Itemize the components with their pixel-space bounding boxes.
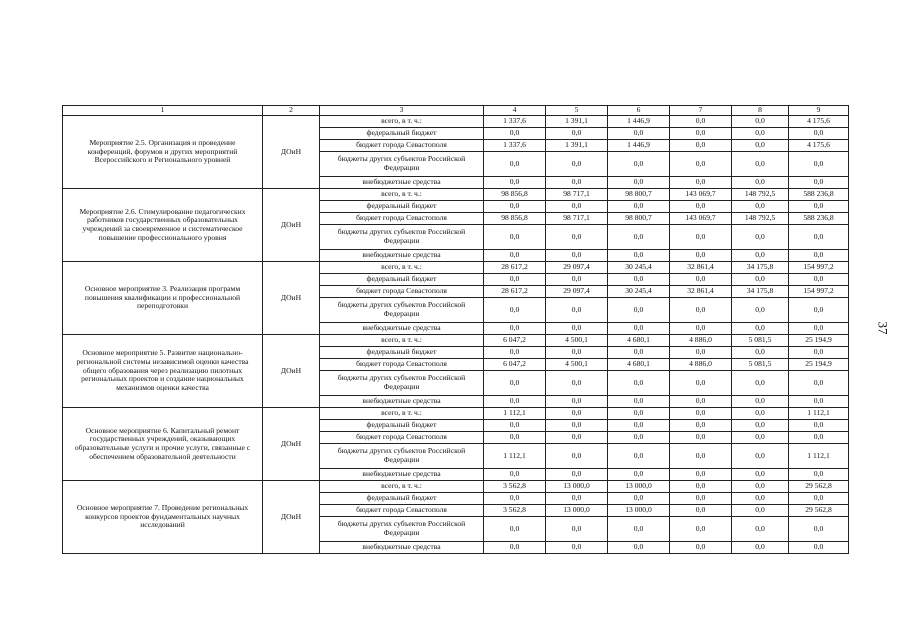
amount-cell: 0,0 — [789, 274, 849, 286]
amount-cell: 0,0 — [608, 298, 670, 323]
amount-cell: 0,0 — [789, 152, 849, 177]
amount-cell: 0,0 — [484, 250, 546, 262]
executor: ДОиН — [263, 481, 320, 554]
amount-cell: 0,0 — [546, 408, 608, 420]
amount-cell: 0,0 — [484, 396, 546, 408]
amount-cell: 0,0 — [732, 396, 789, 408]
amount-cell: 34 175,8 — [732, 262, 789, 274]
amount-cell: 0,0 — [546, 542, 608, 554]
funding-source: федеральный бюджет — [320, 128, 484, 140]
amount-cell: 0,0 — [484, 177, 546, 189]
amount-cell: 0,0 — [670, 505, 732, 517]
amount-cell: 4 500,1 — [546, 335, 608, 347]
table-row — [63, 408, 849, 420]
amount-cell: 0,0 — [670, 116, 732, 128]
amount-cell: 98 717,1 — [546, 189, 608, 201]
amount-cell: 0,0 — [608, 152, 670, 177]
amount-cell: 0,0 — [732, 201, 789, 213]
amount-cell: 0,0 — [732, 347, 789, 359]
amount-cell: 98 856,8 — [484, 213, 546, 225]
funding-source: бюджеты других субъектов Российской Федерации — [320, 298, 484, 323]
amount-cell: 588 236,8 — [789, 189, 849, 201]
funding-source: внебюджетные средства — [320, 396, 484, 408]
executor: ДОиН — [263, 189, 320, 262]
amount-cell: 0,0 — [732, 152, 789, 177]
column-number-8: 8 — [732, 106, 789, 116]
amount-cell: 32 861,4 — [670, 286, 732, 298]
funding-source: федеральный бюджет — [320, 493, 484, 505]
amount-cell: 0,0 — [670, 225, 732, 250]
funding-source: бюджеты других субъектов Российской Федерации — [320, 444, 484, 469]
amount-cell: 0,0 — [608, 408, 670, 420]
amount-cell: 0,0 — [546, 274, 608, 286]
funding-source: всего, в т. ч.: — [320, 189, 484, 201]
amount-cell: 30 245,4 — [608, 262, 670, 274]
amount-cell: 0,0 — [608, 347, 670, 359]
activity-name: Основное мероприятие 7. Проведение региональных конкурсов проектов фундаментальных научных исследований — [63, 481, 263, 554]
amount-cell: 29 097,4 — [546, 262, 608, 274]
amount-cell: 0,0 — [546, 432, 608, 444]
activity-name: Основное мероприятие 5. Развитие национально-региональной системы независимой оценки качества общего образования через реализацию пилотных региональных проектов и создание национальных механизмов оценки качества — [63, 335, 263, 408]
amount-cell: 0,0 — [608, 250, 670, 262]
amount-cell: 0,0 — [670, 152, 732, 177]
amount-cell: 0,0 — [670, 140, 732, 152]
amount-cell: 0,0 — [484, 274, 546, 286]
amount-cell: 0,0 — [732, 177, 789, 189]
amount-cell: 0,0 — [484, 469, 546, 481]
amount-cell: 0,0 — [789, 542, 849, 554]
column-number-row — [63, 106, 849, 116]
amount-cell: 0,0 — [789, 432, 849, 444]
amount-cell: 0,0 — [732, 444, 789, 469]
amount-cell: 25 194,9 — [789, 335, 849, 347]
table-row — [63, 189, 849, 201]
funding-source: всего, в т. ч.: — [320, 408, 484, 420]
amount-cell: 0,0 — [608, 420, 670, 432]
amount-cell: 0,0 — [670, 298, 732, 323]
amount-cell: 0,0 — [484, 323, 546, 335]
amount-cell: 4 886,0 — [670, 359, 732, 371]
funding-source: бюджет города Севастополя — [320, 505, 484, 517]
column-number-1: 1 — [63, 106, 263, 116]
amount-cell: 0,0 — [608, 396, 670, 408]
amount-cell: 0,0 — [732, 323, 789, 335]
amount-cell: 148 792,5 — [732, 189, 789, 201]
amount-cell: 0,0 — [670, 274, 732, 286]
amount-cell: 0,0 — [789, 177, 849, 189]
amount-cell: 0,0 — [608, 542, 670, 554]
amount-cell: 143 069,7 — [670, 189, 732, 201]
amount-cell: 1 391,1 — [546, 116, 608, 128]
activity-name: Мероприятие 2.6. Стимулирование педагогических работников государственных образовательных учреждений за своевременное и систематическое повышение профессионального уровня — [63, 189, 263, 262]
amount-cell: 0,0 — [789, 493, 849, 505]
activity-name: Мероприятие 2.5. Организация и проведение конференций, форумов и других мероприятий Всероссийского и Регионального уровней — [63, 116, 263, 189]
amount-cell: 0,0 — [789, 396, 849, 408]
funding-source: всего, в т. ч.: — [320, 335, 484, 347]
amount-cell: 0,0 — [484, 347, 546, 359]
amount-cell: 32 861,4 — [670, 262, 732, 274]
amount-cell: 0,0 — [732, 542, 789, 554]
amount-cell: 0,0 — [546, 469, 608, 481]
amount-cell: 29 097,4 — [546, 286, 608, 298]
amount-cell: 1 391,1 — [546, 140, 608, 152]
column-number-3: 3 — [320, 106, 484, 116]
amount-cell: 0,0 — [546, 396, 608, 408]
amount-cell: 3 562,8 — [484, 505, 546, 517]
amount-cell: 1 446,9 — [608, 116, 670, 128]
funding-source: федеральный бюджет — [320, 347, 484, 359]
amount-cell: 0,0 — [732, 225, 789, 250]
amount-cell: 6 047,2 — [484, 359, 546, 371]
amount-cell: 0,0 — [732, 250, 789, 262]
amount-cell: 13 000,0 — [608, 481, 670, 493]
amount-cell: 0,0 — [484, 432, 546, 444]
amount-cell: 0,0 — [732, 469, 789, 481]
amount-cell: 13 000,0 — [546, 505, 608, 517]
amount-cell: 3 562,8 — [484, 481, 546, 493]
amount-cell: 5 081,5 — [732, 335, 789, 347]
amount-cell: 0,0 — [789, 298, 849, 323]
amount-cell: 1 112,1 — [789, 444, 849, 469]
amount-cell: 5 081,5 — [732, 359, 789, 371]
amount-cell: 0,0 — [732, 274, 789, 286]
column-number-4: 4 — [484, 106, 546, 116]
amount-cell: 0,0 — [732, 481, 789, 493]
amount-cell: 0,0 — [789, 517, 849, 542]
amount-cell: 0,0 — [608, 517, 670, 542]
amount-cell: 0,0 — [484, 201, 546, 213]
amount-cell: 0,0 — [546, 201, 608, 213]
amount-cell: 0,0 — [546, 444, 608, 469]
amount-cell: 25 194,9 — [789, 359, 849, 371]
amount-cell: 0,0 — [732, 505, 789, 517]
amount-cell: 0,0 — [484, 542, 546, 554]
amount-cell: 30 245,4 — [608, 286, 670, 298]
amount-cell: 98 800,7 — [608, 189, 670, 201]
amount-cell: 0,0 — [732, 517, 789, 542]
executor: ДОиН — [263, 335, 320, 408]
amount-cell: 0,0 — [670, 444, 732, 469]
amount-cell: 143 069,7 — [670, 213, 732, 225]
amount-cell: 0,0 — [546, 347, 608, 359]
amount-cell: 0,0 — [608, 225, 670, 250]
funding-source: внебюджетные средства — [320, 469, 484, 481]
amount-cell: 0,0 — [608, 274, 670, 286]
funding-source: бюджет города Севастополя — [320, 359, 484, 371]
amount-cell: 0,0 — [670, 250, 732, 262]
amount-cell: 154 997,2 — [789, 286, 849, 298]
amount-cell: 0,0 — [670, 396, 732, 408]
amount-cell: 4 175,6 — [789, 116, 849, 128]
amount-cell: 0,0 — [546, 152, 608, 177]
column-number-2: 2 — [263, 106, 320, 116]
funding-source: бюджеты других субъектов Российской Федерации — [320, 152, 484, 177]
amount-cell: 0,0 — [670, 347, 732, 359]
amount-cell: 29 562,8 — [789, 505, 849, 517]
amount-cell: 1 112,1 — [484, 408, 546, 420]
amount-cell: 0,0 — [484, 298, 546, 323]
amount-cell: 0,0 — [732, 408, 789, 420]
funding-source: бюджеты других субъектов Российской Федерации — [320, 517, 484, 542]
funding-source: бюджет города Севастополя — [320, 140, 484, 152]
amount-cell: 0,0 — [608, 371, 670, 396]
amount-cell: 0,0 — [732, 420, 789, 432]
amount-cell: 0,0 — [670, 408, 732, 420]
amount-cell: 0,0 — [789, 225, 849, 250]
executor: ДОиН — [263, 116, 320, 189]
amount-cell: 0,0 — [789, 250, 849, 262]
amount-cell: 34 175,8 — [732, 286, 789, 298]
amount-cell: 0,0 — [670, 128, 732, 140]
amount-cell: 4 175,6 — [789, 140, 849, 152]
amount-cell: 0,0 — [546, 323, 608, 335]
amount-cell: 0,0 — [732, 298, 789, 323]
amount-cell: 588 236,8 — [789, 213, 849, 225]
amount-cell: 4 500,1 — [546, 359, 608, 371]
amount-cell: 0,0 — [484, 493, 546, 505]
funding-source: всего, в т. ч.: — [320, 481, 484, 493]
amount-cell: 0,0 — [789, 323, 849, 335]
amount-cell: 0,0 — [484, 152, 546, 177]
amount-cell: 0,0 — [789, 201, 849, 213]
amount-cell: 1 112,1 — [484, 444, 546, 469]
amount-cell: 0,0 — [732, 116, 789, 128]
funding-source: всего, в т. ч.: — [320, 116, 484, 128]
amount-cell: 0,0 — [546, 420, 608, 432]
amount-cell: 0,0 — [484, 420, 546, 432]
amount-cell: 98 717,1 — [546, 213, 608, 225]
amount-cell: 1 112,1 — [789, 408, 849, 420]
table-row — [63, 262, 849, 274]
amount-cell: 0,0 — [789, 128, 849, 140]
amount-cell: 0,0 — [670, 493, 732, 505]
amount-cell: 154 997,2 — [789, 262, 849, 274]
amount-cell: 4 680,1 — [608, 335, 670, 347]
activity-name: Основное мероприятие 3. Реализация программ повышения квалификации и профессиональной переподготовки — [63, 262, 263, 335]
amount-cell: 0,0 — [670, 481, 732, 493]
amount-cell: 0,0 — [670, 420, 732, 432]
funding-source: всего, в т. ч.: — [320, 262, 484, 274]
amount-cell: 0,0 — [789, 420, 849, 432]
amount-cell: 29 562,8 — [789, 481, 849, 493]
amount-cell: 0,0 — [484, 128, 546, 140]
table-row — [63, 335, 849, 347]
amount-cell: 98 800,7 — [608, 213, 670, 225]
amount-cell: 0,0 — [732, 493, 789, 505]
amount-cell: 0,0 — [732, 371, 789, 396]
funding-source: федеральный бюджет — [320, 274, 484, 286]
amount-cell: 0,0 — [608, 177, 670, 189]
funding-source: внебюджетные средства — [320, 177, 484, 189]
amount-cell: 0,0 — [670, 371, 732, 396]
funding-source: бюджеты других субъектов Российской Федерации — [320, 371, 484, 396]
amount-cell: 0,0 — [546, 225, 608, 250]
amount-cell: 0,0 — [789, 371, 849, 396]
amount-cell: 0,0 — [484, 517, 546, 542]
amount-cell: 0,0 — [608, 432, 670, 444]
column-number-7: 7 — [670, 106, 732, 116]
funding-source: федеральный бюджет — [320, 201, 484, 213]
budget-table — [62, 105, 849, 554]
executor: ДОиН — [263, 408, 320, 481]
amount-cell: 0,0 — [789, 469, 849, 481]
amount-cell: 98 856,8 — [484, 189, 546, 201]
amount-cell: 28 617,2 — [484, 286, 546, 298]
amount-cell: 0,0 — [546, 128, 608, 140]
amount-cell: 0,0 — [670, 177, 732, 189]
table-row — [63, 481, 849, 493]
amount-cell: 0,0 — [608, 444, 670, 469]
amount-cell: 0,0 — [608, 469, 670, 481]
funding-source: бюджет города Севастополя — [320, 213, 484, 225]
amount-cell: 0,0 — [546, 177, 608, 189]
funding-source: федеральный бюджет — [320, 420, 484, 432]
activity-name: Основное мероприятие 6. Капитальный ремонт государственных учреждений, оказывающих образовательные услуги и прочие услуги, связанные с обеспечением образовательной деятельности — [63, 408, 263, 481]
amount-cell: 6 047,2 — [484, 335, 546, 347]
funding-source: бюджет города Севастополя — [320, 432, 484, 444]
amount-cell: 148 792,5 — [732, 213, 789, 225]
funding-source: бюджеты других субъектов Российской Федерации — [320, 225, 484, 250]
amount-cell: 0,0 — [670, 542, 732, 554]
amount-cell: 0,0 — [608, 201, 670, 213]
funding-source: внебюджетные средства — [320, 250, 484, 262]
funding-source: бюджет города Севастополя — [320, 286, 484, 298]
amount-cell: 1 446,9 — [608, 140, 670, 152]
amount-cell: 13 000,0 — [546, 481, 608, 493]
amount-cell: 0,0 — [546, 493, 608, 505]
amount-cell: 0,0 — [670, 201, 732, 213]
column-number-5: 5 — [546, 106, 608, 116]
amount-cell: 0,0 — [484, 225, 546, 250]
amount-cell: 0,0 — [670, 323, 732, 335]
amount-cell: 0,0 — [732, 432, 789, 444]
amount-cell: 0,0 — [546, 517, 608, 542]
amount-cell: 0,0 — [789, 347, 849, 359]
table-row — [63, 116, 849, 128]
amount-cell: 0,0 — [484, 371, 546, 396]
amount-cell: 0,0 — [670, 469, 732, 481]
amount-cell: 0,0 — [608, 493, 670, 505]
amount-cell: 13 000,0 — [608, 505, 670, 517]
amount-cell: 0,0 — [608, 128, 670, 140]
amount-cell: 0,0 — [732, 128, 789, 140]
funding-source: внебюджетные средства — [320, 542, 484, 554]
page-number: 37 — [875, 321, 891, 335]
amount-cell: 0,0 — [732, 140, 789, 152]
column-number-6: 6 — [608, 106, 670, 116]
amount-cell: 28 617,2 — [484, 262, 546, 274]
amount-cell: 0,0 — [546, 250, 608, 262]
amount-cell: 4 680,1 — [608, 359, 670, 371]
amount-cell: 0,0 — [546, 298, 608, 323]
amount-cell: 0,0 — [670, 432, 732, 444]
funding-source: внебюджетные средства — [320, 323, 484, 335]
column-number-9: 9 — [789, 106, 849, 116]
amount-cell: 0,0 — [670, 517, 732, 542]
amount-cell: 4 886,0 — [670, 335, 732, 347]
amount-cell: 1 337,6 — [484, 140, 546, 152]
amount-cell: 0,0 — [608, 323, 670, 335]
amount-cell: 0,0 — [546, 371, 608, 396]
executor: ДОиН — [263, 262, 320, 335]
amount-cell: 1 337,6 — [484, 116, 546, 128]
